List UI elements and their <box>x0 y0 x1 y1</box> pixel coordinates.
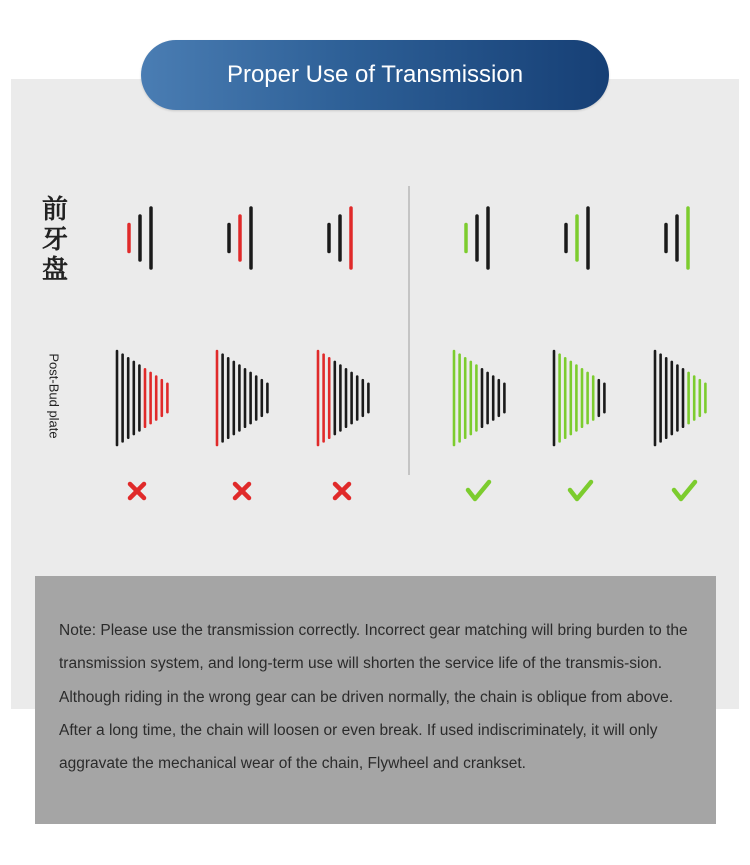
page-title: Proper Use of Transmission <box>141 40 609 110</box>
note-text: Note: Please use the transmission correctly. Incorrect gear matching will bring burden to the transmission system, and long-term use will shorten the service life of the transmis-sion. Although riding in the wrong gear can be driven normally, the chain is oblique from above. After a long time, the chain will loosen or even break. If used indiscriminately, it will only aggravate the mechanical wear of the chain, Flywheel and crankset. <box>59 622 688 773</box>
note-box <box>35 576 716 824</box>
check-mark-icon <box>570 482 591 499</box>
front-chainring-label: 前牙盘 <box>41 195 68 285</box>
check-mark-icon <box>674 482 695 499</box>
rear-cassette-label: Post-Bud plate <box>46 353 62 439</box>
check-mark-icon <box>468 482 489 499</box>
